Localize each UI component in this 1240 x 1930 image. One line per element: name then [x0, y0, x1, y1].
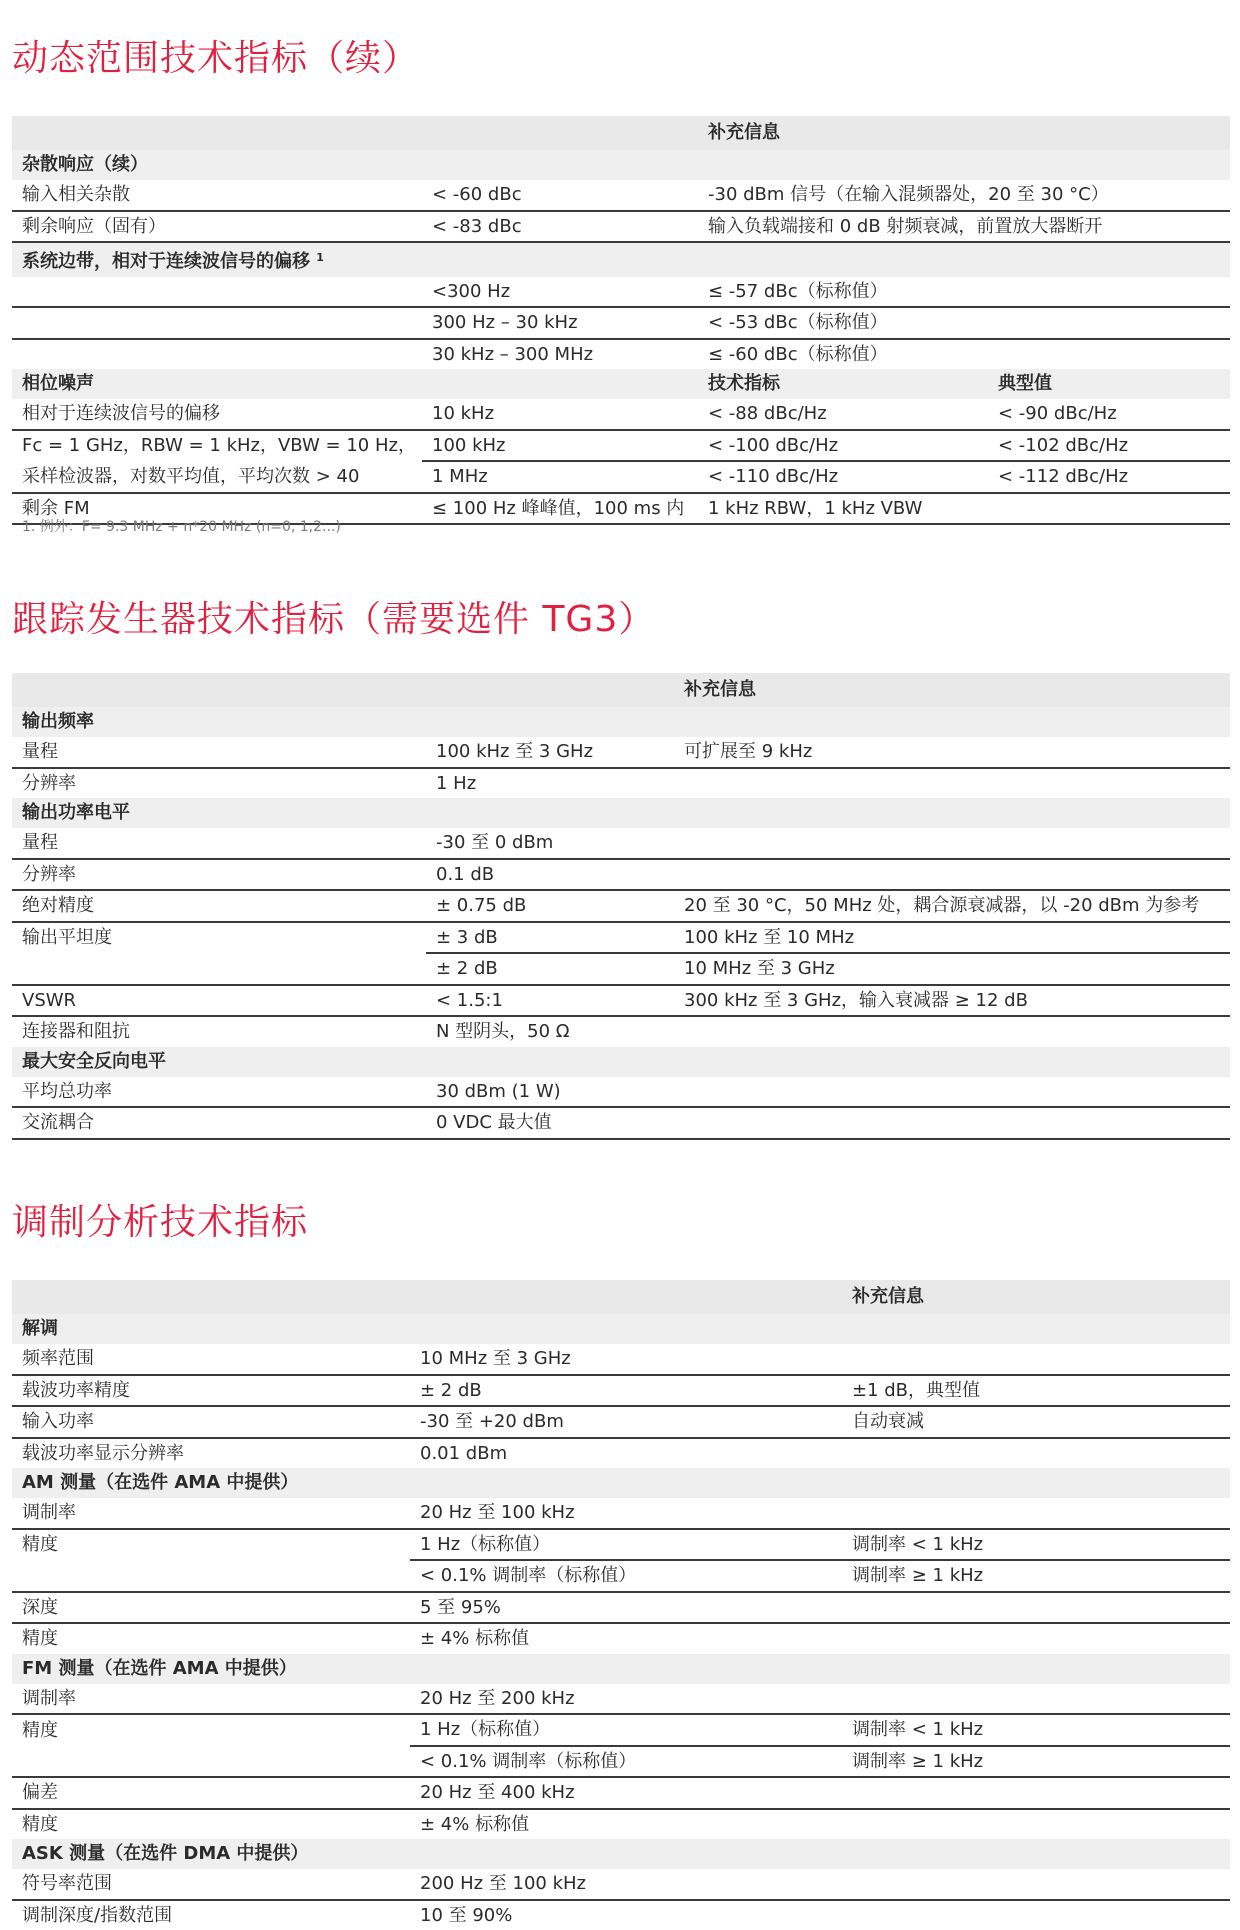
- group-row: [12, 798, 1230, 828]
- cell-label: 剩余 FM: [12, 493, 422, 525]
- table-row: [12, 1777, 1230, 1809]
- table-row: [12, 1809, 1230, 1840]
- table-row: [12, 828, 1230, 859]
- cell-value: 10 至 90%: [410, 1900, 842, 1930]
- cell-note: 调制率 ≥ 1 kHz: [842, 1560, 1230, 1592]
- group-fm: FM 测量（在选件 AMA 中提供）: [12, 1654, 1230, 1684]
- table-row: [12, 1529, 1230, 1561]
- cell-value: 5 至 95%: [410, 1592, 842, 1624]
- group-output-power: 输出功率电平: [12, 798, 1230, 828]
- cell-label: 精度: [12, 1809, 410, 1840]
- cell-typical: < -90 dBc/Hz: [988, 399, 1230, 430]
- group-sideband: [12, 242, 1230, 277]
- cell-label: 载波功率精度: [12, 1375, 410, 1407]
- table-row: [12, 1900, 1230, 1930]
- cell-typical: < -102 dBc/Hz: [988, 430, 1230, 462]
- table-row: [12, 1077, 1230, 1108]
- cell-label: 偏差: [12, 1777, 410, 1809]
- cell-label: 量程: [12, 828, 426, 859]
- cell-label: 绝对精度: [12, 890, 426, 922]
- group-output-frequency: 输出频率: [12, 707, 1230, 737]
- table-row: [12, 211, 1230, 243]
- cell-value: 20 Hz 至 400 kHz: [410, 1777, 842, 1809]
- table-row: [12, 1560, 1230, 1592]
- cell-value: -30 至 +20 dBm: [410, 1406, 842, 1438]
- table-row: [12, 430, 1230, 462]
- cell-spec: < -100 dBc/Hz: [698, 430, 988, 462]
- cell-note: 调制率 < 1 kHz: [842, 1714, 1230, 1746]
- table-row: [12, 1016, 1230, 1047]
- table-row: [12, 1107, 1230, 1139]
- cell-value: 1 Hz（标称值）: [410, 1529, 842, 1561]
- cell-note: [842, 1344, 1230, 1375]
- table-header: [12, 673, 1230, 707]
- cell-value: < -60 dBc: [422, 180, 698, 211]
- cell-value: 20 Hz 至 200 kHz: [410, 1684, 842, 1715]
- table-row: [12, 1375, 1230, 1407]
- table-header: [12, 1280, 1230, 1314]
- cell-label: 调制率: [12, 1684, 410, 1715]
- group-sideband-label: 系统边带，相对于连续波信号的偏移: [22, 251, 310, 272]
- cell-value: < -83 dBc: [422, 211, 698, 243]
- group-ask: ASK 测量（在选件 DMA 中提供）: [12, 1839, 1230, 1869]
- cell-note: -30 dBm 信号（在输入混频器处，20 至 30 °C）: [698, 180, 1230, 211]
- cell-label: 连接器和阻抗: [12, 1016, 426, 1047]
- cell-value: 1 MHz: [422, 461, 698, 493]
- group-max-safe-reverse: 最大安全反向电平: [12, 1047, 1230, 1077]
- cell-note: [842, 1809, 1230, 1840]
- table-row: [12, 922, 1230, 954]
- cell-value: -30 至 0 dBm: [426, 828, 674, 859]
- cell-note: 20 至 30 °C，50 MHz 处，耦合源衰减器，以 -20 dBm 为参考: [674, 890, 1230, 922]
- table-row: [12, 1592, 1230, 1624]
- cell-value: 0.01 dBm: [410, 1438, 842, 1469]
- col-head-typical: 典型值: [988, 369, 1230, 399]
- group-row: [12, 1047, 1230, 1077]
- table-row: [12, 1869, 1230, 1900]
- table-dynamic-range: [12, 116, 1230, 525]
- cell-label: 输入功率: [12, 1406, 410, 1438]
- cell-note: 可扩展至 9 kHz: [674, 737, 1230, 768]
- footnote-marker: 1: [316, 251, 324, 264]
- cell-value: 0 VDC 最大值: [426, 1107, 674, 1139]
- cell-note: [674, 828, 1230, 859]
- cell-label: 分辨率: [12, 768, 426, 799]
- table-row: [12, 859, 1230, 891]
- header-extra-info: 补充信息: [842, 1280, 1230, 1314]
- cell-spec: < -110 dBc/Hz: [698, 461, 988, 493]
- cell-label: Fc = 1 GHz，RBW = 1 kHz，VBW = 10 Hz，: [12, 430, 422, 462]
- cell-label: 调制深度/指数范围: [12, 1900, 410, 1930]
- cell-note: [674, 1077, 1230, 1108]
- table-row: [12, 768, 1230, 799]
- cell-value: 30 kHz – 300 MHz: [422, 339, 698, 370]
- group-row: [12, 150, 1230, 180]
- cell-note: [674, 768, 1230, 799]
- header-extra-info: 补充信息: [698, 116, 1230, 150]
- table-row: [12, 339, 1230, 370]
- cell-note: [842, 1592, 1230, 1624]
- cell-note: ≤ -60 dBc（标称值）: [698, 339, 1230, 370]
- table-row: [12, 1623, 1230, 1654]
- cell-note: ≤ -57 dBc（标称值）: [698, 277, 1230, 308]
- cell-note: [674, 1016, 1230, 1047]
- table-row: [12, 1498, 1230, 1529]
- group-row: [12, 1839, 1230, 1869]
- cell-value: ± 4% 标称值: [410, 1809, 842, 1840]
- table-row: [12, 180, 1230, 211]
- table-row: [12, 1714, 1230, 1746]
- cell-value: < 0.1% 调制率（标称值）: [410, 1560, 842, 1592]
- cell-note: 输入负载端接和 0 dB 射频衰减，前置放大器断开: [698, 211, 1230, 243]
- group-row: [12, 1314, 1230, 1344]
- header-extra-info: 补充信息: [674, 673, 1230, 707]
- cell-note: 100 kHz 至 10 MHz: [674, 922, 1230, 954]
- group-spurious: 杂散响应（续）: [12, 150, 1230, 180]
- cell-label: 采样检波器，对数平均值，平均次数 > 40: [12, 461, 422, 493]
- cell-note: [842, 1684, 1230, 1715]
- group-row: [12, 1654, 1230, 1684]
- cell-note: 自动衰减: [842, 1406, 1230, 1438]
- cell-value: 20 Hz 至 100 kHz: [410, 1498, 842, 1529]
- table-row: [12, 1746, 1230, 1778]
- table-row: [12, 737, 1230, 768]
- cell-label: 深度: [12, 1592, 410, 1624]
- col-head-spec: 技术指标: [698, 369, 988, 399]
- cell-note: ±1 dB，典型值: [842, 1375, 1230, 1407]
- cell-value: ± 2 dB: [426, 953, 674, 985]
- cell-value: < 1.5:1: [426, 985, 674, 1017]
- section-title-modulation-analysis: 调制分析技术指标: [12, 1194, 308, 1245]
- cell-label: 载波功率显示分辨率: [12, 1438, 410, 1469]
- cell-note: [674, 1107, 1230, 1139]
- cell-note: 1 kHz RBW，1 kHz VBW: [698, 493, 1230, 525]
- table-row: [12, 1344, 1230, 1375]
- table-row: [12, 277, 1230, 308]
- cell-note: 10 MHz 至 3 GHz: [674, 953, 1230, 985]
- group-am: AM 测量（在选件 AMA 中提供）: [12, 1468, 1230, 1498]
- cell-note: [842, 1869, 1230, 1900]
- cell-value: ≤ 100 Hz 峰峰值，100 ms 内: [422, 493, 698, 525]
- cell-label: 相对于连续波信号的偏移: [12, 399, 422, 430]
- cell-typical: < -112 dBc/Hz: [988, 461, 1230, 493]
- cell-value: N 型阴头，50 Ω: [426, 1016, 674, 1047]
- group-row: [12, 707, 1230, 737]
- cell-label: 剩余响应（固有）: [12, 211, 422, 243]
- table-row: [12, 985, 1230, 1017]
- group-row: [12, 369, 1230, 399]
- cell-value: 10 kHz: [422, 399, 698, 430]
- cell-note: [842, 1900, 1230, 1930]
- group-row: [12, 1468, 1230, 1498]
- table-row: [12, 953, 1230, 985]
- table-row: [12, 890, 1230, 922]
- cell-label: 精度: [12, 1529, 410, 1561]
- cell-label: 精度: [12, 1623, 410, 1654]
- table-modulation-analysis: [12, 1280, 1230, 1930]
- cell-note: [842, 1777, 1230, 1809]
- cell-label: 量程: [12, 737, 426, 768]
- group-demod: 解调: [12, 1314, 1230, 1344]
- cell-note: < -53 dBc（标称值）: [698, 307, 1230, 339]
- table-tracking-generator: [12, 673, 1230, 1140]
- cell-value: 1 Hz: [426, 768, 674, 799]
- cell-note: [842, 1498, 1230, 1529]
- cell-value: 1 Hz（标称值）: [410, 1714, 842, 1746]
- cell-label: 分辨率: [12, 859, 426, 891]
- cell-label: 输入相关杂散: [12, 180, 422, 211]
- cell-spec: < -88 dBc/Hz: [698, 399, 988, 430]
- cell-label: 符号率范围: [12, 1869, 410, 1900]
- table-header: [12, 116, 1230, 150]
- cell-value: 30 dBm (1 W): [426, 1077, 674, 1108]
- cell-value: < 0.1% 调制率（标称值）: [410, 1746, 842, 1778]
- cell-label: 频率范围: [12, 1344, 410, 1375]
- cell-note: 调制率 ≥ 1 kHz: [842, 1746, 1230, 1778]
- cell-value: 200 Hz 至 100 kHz: [410, 1869, 842, 1900]
- table-row: [12, 1438, 1230, 1469]
- cell-label: VSWR: [12, 985, 426, 1017]
- table-row: [12, 307, 1230, 339]
- cell-value: 0.1 dB: [426, 859, 674, 891]
- table-row: [12, 1684, 1230, 1715]
- cell-value: ± 0.75 dB: [426, 890, 674, 922]
- cell-label: 调制率: [12, 1498, 410, 1529]
- cell-note: 300 kHz 至 3 GHz，输入衰减器 ≥ 12 dB: [674, 985, 1230, 1017]
- cell-value: 100 kHz 至 3 GHz: [426, 737, 674, 768]
- group-row: [12, 242, 1230, 277]
- cell-note: 调制率 < 1 kHz: [842, 1529, 1230, 1561]
- section-title-tracking-generator: 跟踪发生器技术指标（需要选件 TG3）: [12, 591, 655, 642]
- cell-note: [842, 1623, 1230, 1654]
- cell-label: 输出平坦度: [12, 922, 426, 954]
- cell-label: 精度: [12, 1714, 410, 1746]
- cell-value: 300 Hz – 30 kHz: [422, 307, 698, 339]
- footnote: 1. 例外：F= 9.3 MHz + n*20 MHz (n=0, 1,2...): [22, 516, 341, 536]
- cell-value: <300 Hz: [422, 277, 698, 308]
- cell-value: 10 MHz 至 3 GHz: [410, 1344, 842, 1375]
- cell-note: [842, 1438, 1230, 1469]
- table-row: [12, 399, 1230, 430]
- cell-value: ± 3 dB: [426, 922, 674, 954]
- cell-value: ± 4% 标称值: [410, 1623, 842, 1654]
- cell-note: [674, 859, 1230, 891]
- table-row: [12, 461, 1230, 493]
- table-row: [12, 1406, 1230, 1438]
- cell-value: ± 2 dB: [410, 1375, 842, 1407]
- section-title-dynamic-range: 动态范围技术指标（续）: [12, 30, 419, 81]
- cell-label: 平均总功率: [12, 1077, 426, 1108]
- group-phase-noise: 相位噪声: [12, 369, 422, 399]
- cell-value: 100 kHz: [422, 430, 698, 462]
- cell-label: 交流耦合: [12, 1107, 426, 1139]
